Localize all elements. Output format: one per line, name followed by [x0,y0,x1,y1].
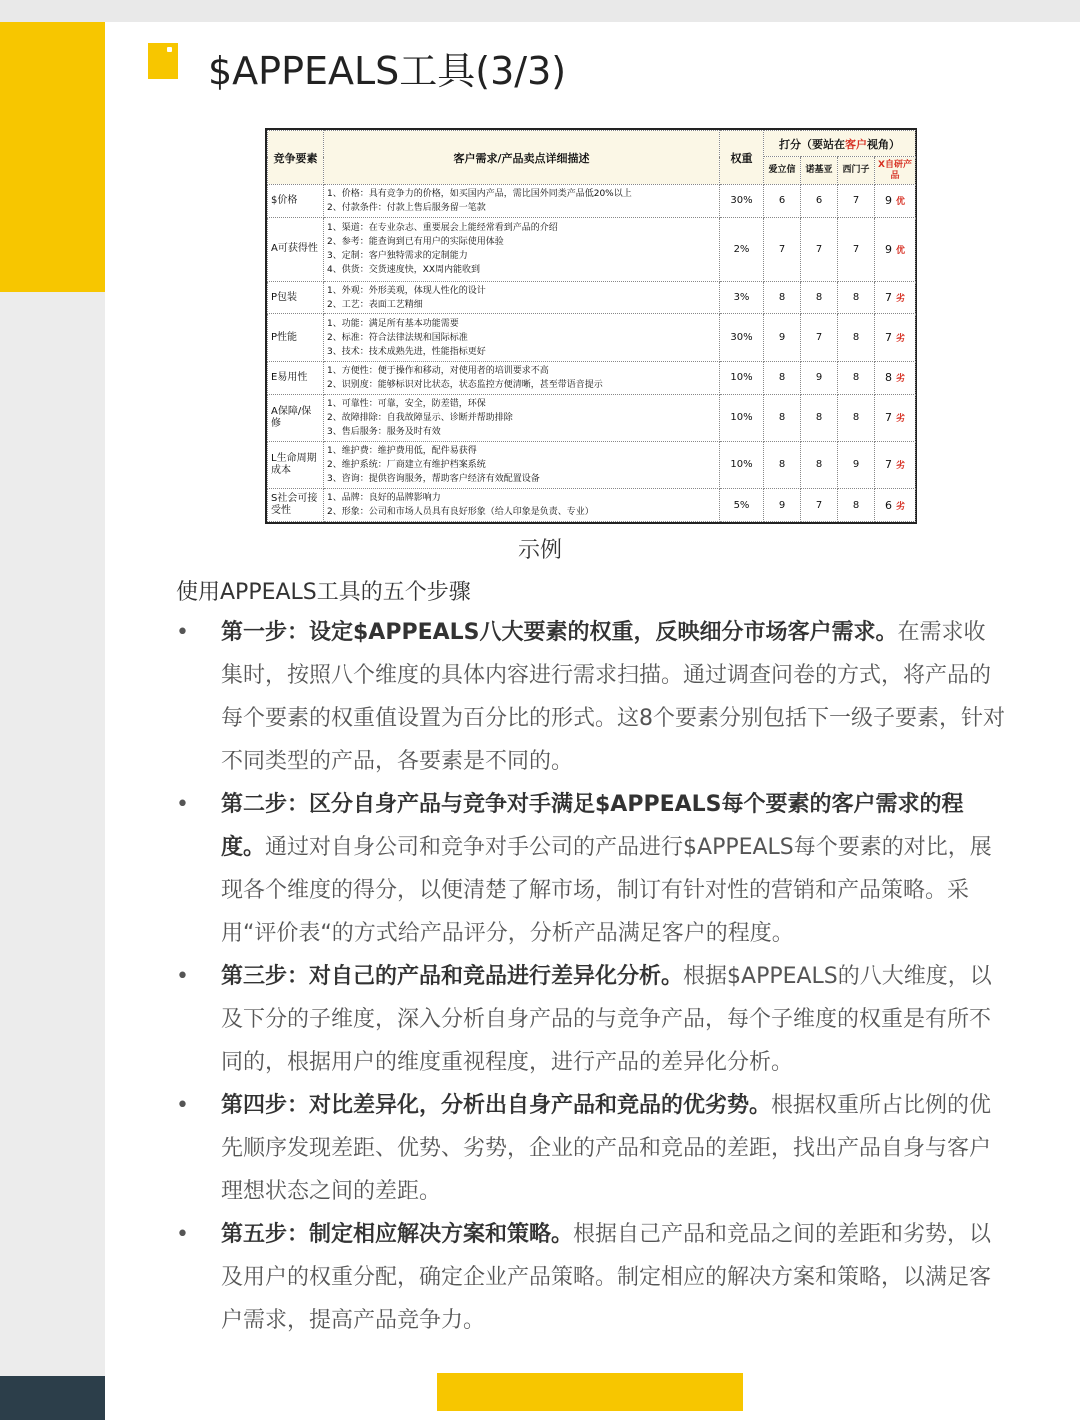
title-marker-icon [148,43,178,79]
factor-cell: L生命周期成本 [268,441,324,488]
own-score-value: 7 [884,458,892,472]
own-score-value: 7 [884,331,892,345]
factor-cell: $价格 [268,185,324,218]
desc-line: 2、维护系统：厂商建立有维护档案系统 [327,459,486,470]
desc-line: 3、技术：技术成熟先进，性能指标更好 [327,346,486,357]
own-score-value: 7 [884,411,892,425]
own-score-cell [875,314,916,361]
desc-cell [324,185,720,218]
step-item [176,783,1006,955]
desc-line: 2、故障排除：自我故障显示、诊断并帮助排除 [327,412,513,423]
own-score-cell [875,489,916,522]
score-cell: 8 [764,361,801,394]
weight-cell: 10% [720,394,764,441]
desc-cell [324,361,720,394]
desc-line: 1、外观：外形美观，体现人性化的设计 [327,285,486,296]
weight-cell: 3% [720,281,764,314]
score-cell: 7 [801,217,838,281]
desc-line: 1、渠道：在专业杂志、重要展会上能经常看到产品的介绍 [327,223,558,234]
evaluation-badge: 劣 [895,334,905,345]
step-item [176,1213,1006,1342]
step-lead: 第二步：区分自身产品与竞争对手满足$APPEALS每个要素的客户需求的程度。 [221,792,964,860]
factor-cell: A保障/保修 [268,394,324,441]
evaluation-badge: 劣 [895,461,905,472]
table-row [268,314,916,361]
score-cell: 8 [801,281,838,314]
step-item [176,1084,1006,1213]
steps-list [176,611,1006,1342]
desc-cell [324,217,720,281]
score-cell: 9 [764,314,801,361]
table-row [268,441,916,488]
step-body: 在需求收集时，按照八个维度的具体内容进行需求扫描。通过调查问卷的方式，将产品的每个要素的权重值设置为百分比的形式。这8个要素分别包括下一级子要素，针对不同类型的产品，各要素是不同的。 [221,620,1005,774]
step-body: 根据自己产品和竞品之间的差距和劣势，以及用户的权重分配，确定企业产品策略。制定相应的解决方案和策略，以满足客户需求，提高产品竞争力。 [221,1222,992,1333]
score-cell: 8 [838,314,875,361]
page-title: $APPEALS工具(3/3) [208,49,567,93]
weight-cell: 2% [720,217,764,281]
step-lead: 第一步：设定$APPEALS八大要素的权重，反映细分市场客户需求。 [221,620,898,645]
top-band [0,0,1080,22]
score-cell: 8 [838,281,875,314]
factor-cell: S社会可接受性 [268,489,324,522]
own-score-cell [875,185,916,218]
weight-cell: 30% [720,314,764,361]
table-row [268,185,916,218]
evaluation-badge: 劣 [895,501,905,512]
own-score-value: 6 [884,498,892,512]
left-footer-block [0,1376,105,1420]
desc-line: 2、识别度：能够标识对比状态，状态监控方便清晰，甚至带语音提示 [327,379,603,390]
desc-cell [324,441,720,488]
weight-cell: 5% [720,489,764,522]
weight-cell: 10% [720,361,764,394]
evaluation-badge: 劣 [895,294,905,304]
header-weight: 权重 [720,131,764,185]
desc-line: 2、标准：符合法律法规和国际标准 [327,332,468,343]
score-cell: 7 [801,489,838,522]
score-cell: 9 [801,361,838,394]
evaluation-badge: 劣 [895,374,905,385]
factor-cell: P包装 [268,281,324,314]
table-caption: 示例 [517,538,562,563]
step-lead: 第四步：对比差异化，分析出自身产品和竞品的优劣势。 [221,1093,772,1118]
weight-cell: 30% [720,185,764,218]
step-lead: 第三步：对自己的产品和竞品进行差异化分析。 [221,964,684,989]
own-score-cell [875,361,916,394]
score-cell: 8 [764,441,801,488]
table-row [268,361,916,394]
bullet-icon: • [176,1222,189,1247]
table-row [268,217,916,281]
own-score-value: 7 [884,291,892,304]
header-score-col-1: 爱立信 [764,157,801,185]
step-body: 根据$APPEALS的八大维度，以及下分的子维度，深入分析自身产品的与竞争产品，每个子维度的权重是有所不同的，根据用户的维度重视程度，进行产品的差异化分析。 [221,964,992,1075]
desc-line: 2、工艺：表面工艺精细 [327,299,423,310]
score-cell: 8 [838,394,875,441]
factor-cell: A可获得性 [268,217,324,281]
factor-cell: P性能 [268,314,324,361]
score-cell: 8 [764,281,801,314]
bullet-icon: • [176,964,189,989]
step-body: 通过对自身公司和竞争对手公司的产品进行$APPEALS每个要素的对比，展现各个维度的得分，以便清楚了解市场，制订有针对性的营销和产品策略。采用“评价表“的方式给产品评分，分析产品满足客户的程度。 [221,835,992,946]
evaluation-badge: 劣 [895,414,905,425]
desc-cell [324,489,720,522]
bullet-icon: • [176,620,189,645]
bottom-accent-bar [437,1373,743,1411]
step-body: 根据权重所占比例的优先顺序发现差距、优势、劣势，企业的产品和竞品的差距，找出产品自身与客户理想状态之间的差距。 [221,1093,992,1204]
header-factor: 竞争要素 [268,131,324,185]
table-row [268,394,916,441]
desc-line: 3、定制：客户独特需求的定制能力 [327,251,468,262]
header-score: 打分（要站在客户视角） [764,131,916,157]
desc-line: 2、形象：公司和市场人员具有良好形象（给人印象是负责、专业） [327,507,594,518]
own-score-value: 9 [884,242,892,256]
score-cell: 9 [764,489,801,522]
steps-heading: 使用APPEALS工具的五个步骤 [176,580,471,605]
own-score-value: 9 [884,194,892,208]
own-score-cell [875,394,916,441]
score-cell: 6 [764,185,801,218]
score-cell: 7 [838,185,875,218]
desc-line: 4、供货：交货速度快，XX周内能收到 [327,265,481,276]
desc-line: 2、付款条件：付款上售后服务留一笔款 [327,202,486,213]
score-cell: 6 [801,185,838,218]
score-cell: 7 [764,217,801,281]
desc-line: 1、价格：具有竞争力的价格，如买国内产品，需比国外同类产品低20%以上 [327,188,632,199]
evaluation-badge: 优 [895,197,905,208]
step-item [176,955,1006,1084]
bullet-icon: • [176,1093,189,1118]
step-lead: 第五步：制定相应解决方案和策略。 [221,1222,574,1247]
header-desc: 客户需求/产品卖点详细描述 [324,131,720,185]
own-score-value: 8 [884,371,892,385]
header-score-col-own: X自研产品 [875,157,916,185]
desc-line: 2、参考：能查询到已有用户的实际使用体验 [327,237,504,248]
factor-cell: E易用性 [268,361,324,394]
own-score-cell [875,217,916,281]
evaluation-badge: 优 [895,245,905,256]
score-cell: 9 [838,441,875,488]
desc-line: 1、方便性：便于操作和移动，对使用者的培训要求不高 [327,365,549,376]
weight-cell: 10% [720,441,764,488]
example-table [265,128,917,524]
desc-line: 1、品牌：良好的品牌影响力 [327,493,441,504]
table-row [268,489,916,522]
appeals-table [267,130,916,522]
score-cell: 7 [801,314,838,361]
left-accent-block [0,22,105,292]
score-cell: 8 [838,361,875,394]
header-score-col-2: 诺基亚 [801,157,838,185]
desc-line: 1、维护费：维护费用低，配件易获得 [327,445,477,456]
score-cell: 7 [838,217,875,281]
desc-cell [324,314,720,361]
desc-line: 3、咨询：提供咨询服务，帮助客户经济有效配置设备 [327,473,540,484]
score-cell: 8 [801,441,838,488]
score-cell: 8 [801,394,838,441]
score-cell: 8 [764,394,801,441]
desc-line: 3、售后服务：服务及时有效 [327,426,441,437]
desc-cell [324,281,720,314]
own-score-cell [875,281,916,314]
bullet-icon: • [176,792,189,817]
desc-line: 1、可靠性：可靠，安全，防差错，环保 [327,398,486,409]
desc-line: 1、功能：满足所有基本功能需要 [327,318,459,329]
step-item [176,611,1006,783]
own-score-cell [875,441,916,488]
score-cell: 8 [838,489,875,522]
header-score-col-3: 西门子 [838,157,875,185]
table-row [268,281,916,314]
desc-cell [324,394,720,441]
